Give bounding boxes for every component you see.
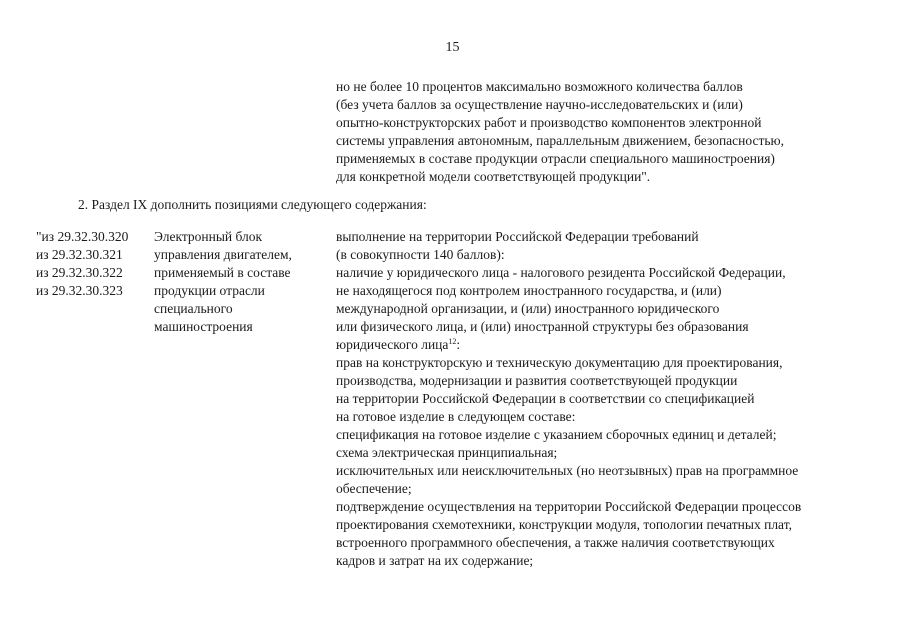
- text-line: (без учета баллов за осуществление научно-исследовательских и (или): [336, 97, 743, 112]
- amendment-heading: 2. Раздел IX дополнить позициями следующего содержания:: [78, 197, 427, 212]
- footnote-reference[interactable]: 12: [448, 337, 457, 346]
- requirement-line: (в совокупности 140 баллов):: [336, 247, 505, 262]
- requirements-column: [336, 228, 801, 570]
- product-name-line: специального: [154, 301, 233, 316]
- requirement-line: не находящегося под контролем иностранного государства, и (или): [336, 283, 722, 298]
- okpd-code: из 29.32.30.322: [36, 265, 123, 280]
- requirement-line: наличие у юридического лица - налогового резидента Российской Федерации,: [336, 265, 786, 280]
- product-name-line: продукции отрасли: [154, 283, 265, 298]
- text-line: но не более 10 процентов максимально возможного количества баллов: [336, 79, 743, 94]
- product-name-line: Электронный блок: [154, 229, 263, 244]
- requirement-line: прав на конструкторскую и техническую документацию для проектирования,: [336, 355, 783, 370]
- requirement-line: обеспечение;: [336, 481, 412, 496]
- page-number: 15: [445, 40, 460, 55]
- requirement-line: схема электрическая принципиальная;: [336, 445, 558, 460]
- requirement-line: спецификация на готовое изделие с указанием сборочных единиц и деталей;: [336, 427, 777, 442]
- requirement-line: международной организации, и (или) иностранного юридического: [336, 301, 720, 316]
- requirement-line-with-footnote: [336, 336, 801, 354]
- text-line: системы управления автономным, параллельным движением, безопасностью,: [336, 133, 784, 148]
- footnote-suffix: :: [456, 337, 461, 352]
- okpd-code: из 29.32.30.321: [36, 247, 123, 262]
- product-name-line: управления двигателем,: [154, 247, 292, 262]
- product-name-line: применяемый в составе: [154, 265, 291, 280]
- okpd-code: "из 29.32.30.320: [36, 229, 129, 244]
- text-line: применяемых в составе продукции отрасли специального машиностроения): [336, 151, 775, 166]
- requirement-line: производства, модернизации и развития соответствующей продукции: [336, 373, 738, 388]
- product-name-line: машиностроения: [154, 319, 253, 334]
- requirement-line-text: юридического лица: [336, 337, 449, 352]
- requirement-line: встроенного программного обеспечения, а также наличия соответствующих: [336, 535, 775, 550]
- requirement-line: на готовое изделие в следующем составе:: [336, 409, 576, 424]
- requirement-line: или физического лица, и (или) иностранной структуры без образования: [336, 319, 749, 334]
- continuation-paragraph: [336, 78, 784, 186]
- text-line: опытно-конструкторских работ и производство компонентов электронной: [336, 115, 762, 130]
- requirement-line: подтверждение осуществления на территории Российской Федерации процессов: [336, 499, 802, 514]
- okpd-code: из 29.32.30.323: [36, 283, 123, 298]
- requirement-line: на территории Российской Федерации в соответствии со спецификацией: [336, 391, 755, 406]
- requirement-line: выполнение на территории Российской Федерации требований: [336, 229, 699, 244]
- text-line: для конкретной модели соответствующей продукции".: [336, 169, 651, 184]
- product-name-column: [154, 228, 292, 336]
- requirement-line: кадров и затрат на их содержание;: [336, 553, 534, 568]
- okpd-codes-column: [36, 228, 128, 300]
- requirement-line: проектирования схемотехники, конструкции модуля, топологии печатных плат,: [336, 517, 792, 532]
- requirement-line: исключительных или неисключительных (но неотзывных) прав на программное: [336, 463, 799, 478]
